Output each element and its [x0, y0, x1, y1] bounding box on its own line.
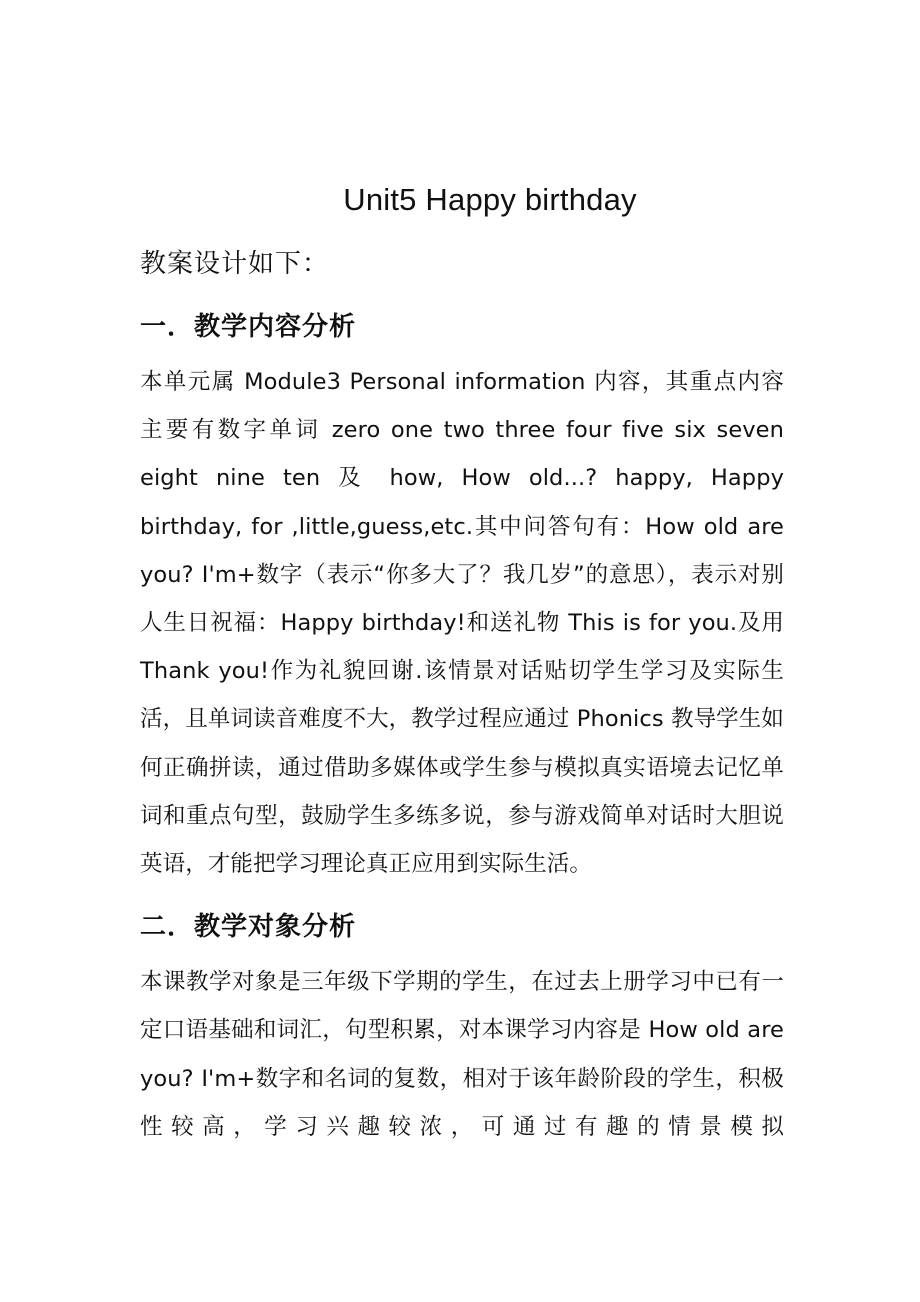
- second-section: [140, 900, 784, 1151]
- section-heading-content-analysis: 一．教学内容分析: [140, 312, 357, 342]
- section-heading-student-analysis: 二．教学对象分析: [140, 912, 357, 943]
- document-content: [140, 172, 784, 1151]
- document-title: Unit5 Happy birthday: [343, 182, 637, 217]
- intro-line: 教案设计如下：: [140, 249, 330, 279]
- section-paragraph-student-analysis: 本课教学对象是三年级下学期的学生，在过去上册学习中已有一定口语基础和词汇，句型积累，对本课学习内容是 How old are you? I'm+数字和名词的复数，相对于该年龄阶段的学生，积极性较高，学习兴趣较浓，可通过有趣的情景模拟: [140, 969, 784, 1140]
- section-paragraph-content-analysis: 本单元属 Module3 Personal information 内容，其重点内容主要有数字单词 zero one two three four five six seven eight nine ten 及 how, How old...? happy, Happy birthday, for ,little,guess,etc.其中问答句有：How old are you? I'm+数字（表示“你多大了？我几岁”的意思），表示对别人生日祝福：Happy birthday!和送礼物 This is for you.及用 Thank you!作为礼貌回谢.该情景对话贴切学生学习及实际生活，且单词读音难度不大，教学过程应通过 Phonics 教导学生如何正确拼读，通过借助多媒体或学生参与模拟真实语境去记忆单词和重点句型，鼓励学生多练多说，参与游戏简单对话时大胆说英语，才能把学习理论真正应用到实际生活。: [140, 369, 784, 878]
